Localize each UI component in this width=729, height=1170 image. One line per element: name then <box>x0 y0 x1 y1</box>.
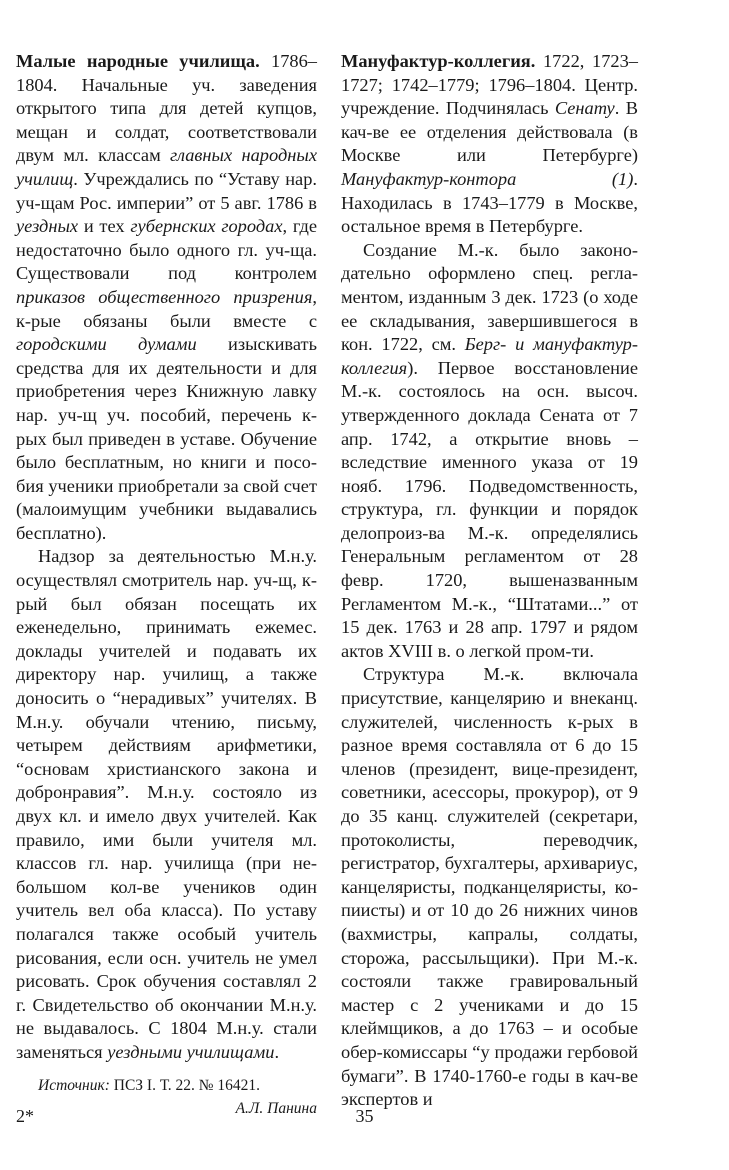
author-signature: А.Л. Панина <box>235 1099 317 1117</box>
cross-reference: приказов общественного призрения <box>16 286 313 307</box>
body-paragraph: Надзор за деятельностью М.н.у. осуществлял смотритель нар. уч-щ, к-рый был обязан посещать их еженедельно, принимать ежемес. доклады учителей и подавать их директору нар. училищ, а также доносить о “нерадивых” учителях. В М.н.у. обучали чтению, письму, четырем действиям арифметики, “основам христианского закона и добронравия”. М.н.у. состояло из двух кл. и имело двух учителей. Как правило, ими были учителя мл. классов гл. нар. училища (при небольшом кол-ве учеников один учитель вел оба класса). По уставу полагался также особый учитель рисования, если осн. учитель не умел рисовать. Срок обучения составлял 2 г. Свидетельство об окончании М.н.у. не выдавалось. С 1804 М.н.у. стали заменяться уездными училищами. <box>16 546 317 1062</box>
body-paragraph: Создание М.-к. было законодательно оформлено спец. регламентом, изданным 3 дек. 1723 (о ходе ее складывания, завершившегося в кон. 1722, см. Берг- и мануфактур-коллегия). Первое восстановление М.-к. состоялось на осн. высоч. утвержденного доклада Сената от 7 апр. 1742, а открытие вновь – вследствие именного указа от 19 нояб. 1796. Подведомственность, структура, гл. функции и порядок делопроиз-ва М.-к. определялись Генеральным регламентом от 28 февр. 1720, вышеназванным Регламентом М.-к., “Штатами...” от 15 дек. 1763 и 28 апр. 1797 и рядом актов XVIII в. о легкой пром-ти. <box>341 239 638 661</box>
entry-manufaktur-kollegiya: Мануфактур-коллегия. 1722, 1723–1727; 1742–1779; 1796–1804. Центр. учреждение. Подчинялась Сенату. В кач-ве ее отделения действовала (в Москве или Петербурге) Мануфактур-контора (1). Находилась в 1743–1779 в Москве, остальное время в Петербурге. <box>341 51 638 237</box>
right-column <box>341 50 638 1112</box>
cross-reference: городскими думами <box>16 334 197 355</box>
cross-reference: Берг- и мануфактур-коллегия <box>341 334 638 378</box>
source-label: Источник: <box>38 1076 110 1094</box>
entry-malye-narodnye-uchilishcha: Малые народные училища. 1786–1804. Начальные уч. заведения открытого типа для детей купцов, мещан и солдат, соответствовали двум мл. классам главных народных училищ. Учреждались по “Уставу нар. уч-щам Рос. империи” от 5 авг. 1786 в уездных и тех губернских городах, где недостаточно было одного гл. уч-ща. Существовали под контролем приказов общественного призрения, к-рые обязаны были вместе с городскими думами изыскивать средства для их деятельности и для приобретения через Книжную лавку нар. уч-щ уч. пособий, перечень к-рых был приведен в уставе. Обучение было бесплатным, но книги и пособия ученики приобретали за свой счет (малоимущим учебники выдавались бесплатно). <box>16 51 318 543</box>
entry-heading: Мануфактур-коллегия. <box>341 51 536 71</box>
cross-reference: уездными училищами <box>107 1041 275 1062</box>
source-text: ПСЗ I. Т. 22. № 16421. <box>109 1076 261 1094</box>
signature-mark: 2* <box>16 1106 34 1126</box>
cross-reference: главных народных училищ <box>16 145 317 189</box>
entry-heading: Малые народные училища. <box>16 51 260 71</box>
cross-reference: губернских городах <box>130 216 283 237</box>
left-column <box>16 50 317 1121</box>
page-number: 35 <box>355 1106 374 1126</box>
cross-reference: уездных <box>16 216 79 237</box>
body-paragraph: Структура М.-к. включала присутствие, канцелярию и внеканц. служителей, численность к-рых в разное время составляла от 6 до 15 членов (президент, вице-президент, советники, асессоры, прокурор), от 9 до 35 канц. служителей (секретари, протоколисты, переводчик, регистратор, бухгалтеры, архивариус, канцеляристы, подканцеляристы, копиисты) и от 10 до 26 нижних чинов (вахмистры, капралы, солдаты, сторожа, рассыльщики). При М.-к. состояли также гравировальный мастер с 2 учениками и до 15 клеймщиков, а до 1763 – и особые обер-комиссары “у продажи гербовой бумаги”. В 1740-1760-е годы в кач-ве экспертов и <box>341 664 638 1110</box>
cross-reference: Сенату <box>554 98 615 119</box>
cross-reference: Мануфактур-контора (1) <box>341 168 634 189</box>
source-line <box>16 1075 317 1097</box>
